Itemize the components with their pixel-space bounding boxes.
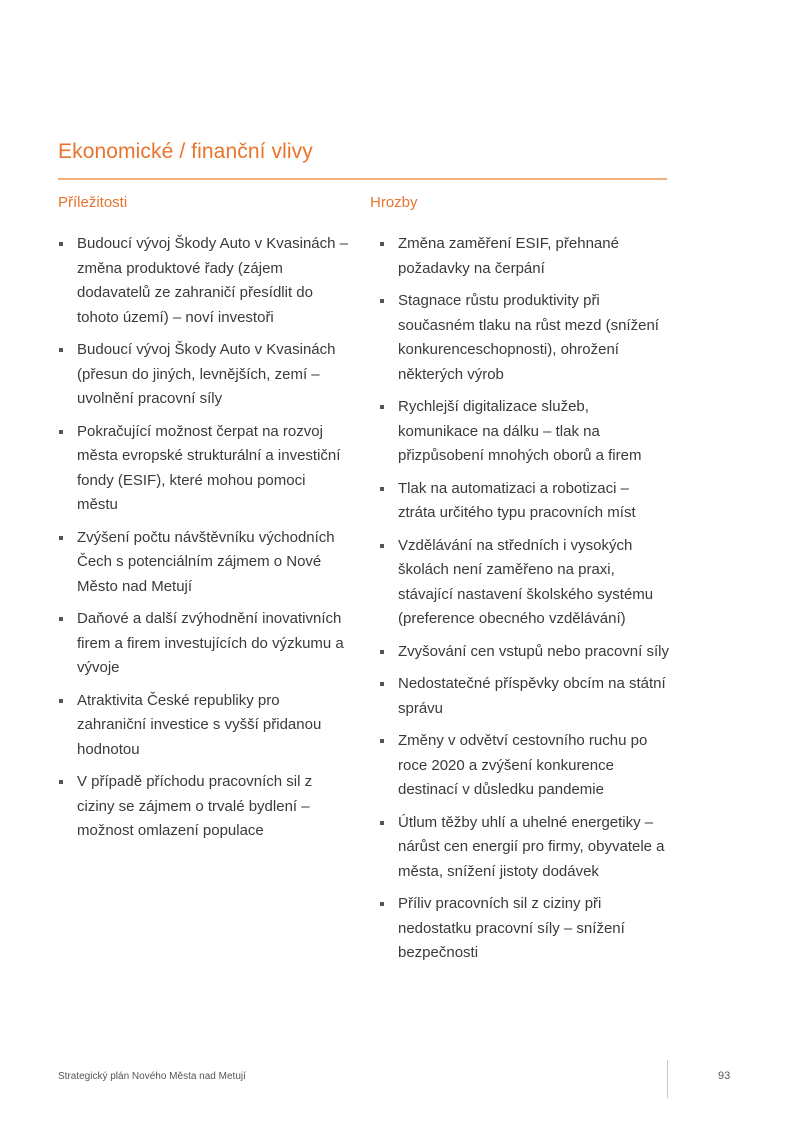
- list-item: Atraktivita České republiky pro zahraniční investice s vyšší přidanou hodnotou: [58, 689, 350, 763]
- threats-column: [370, 194, 670, 974]
- footer-document-title: Strategický plán Nového Města nad Metují: [58, 1071, 246, 1082]
- page-number: 93: [718, 1070, 731, 1082]
- list-item: Změny v odvětví cestovního ruchu po roce 2020 a zvýšení konkurence destinací v důsledku pandemie: [370, 729, 670, 803]
- list-item: Budoucí vývoj Škody Auto v Kvasinách – změna produktové řady (zájem dodavatelů ze zahraničí přesídlit do tohoto území) – noví investoři: [58, 232, 350, 330]
- list-item: Změna zaměření ESIF, přehnané požadavky na čerpání: [370, 232, 670, 281]
- list-item: Útlum těžby uhlí a uhelné energetiky – nárůst cen energií pro firmy, obyvatele a města, snížení jistoty dodávek: [370, 811, 670, 885]
- list-item: Zvyšování cen vstupů nebo pracovní síly: [370, 640, 670, 665]
- list-item: Příliv pracovních sil z ciziny při nedostatku pracovní síly – snížení bezpečnosti: [370, 892, 670, 966]
- list-item: V případě příchodu pracovních sil z ciziny se zájmem o trvalé bydlení – možnost omlazení populace: [58, 770, 350, 844]
- section-title: Ekonomické / finanční vlivy: [58, 140, 313, 163]
- list-item: Stagnace růstu produktivity při současném tlaku na růst mezd (snížení konkurenceschopnosti), ohrožení některých výrob: [370, 289, 670, 387]
- opportunities-list: [58, 232, 350, 844]
- list-item: Budoucí vývoj Škody Auto v Kvasinách (přesun do jiných, levnějších, zemí – uvolnění pracovní síly: [58, 338, 350, 412]
- footer-divider: [667, 1060, 668, 1098]
- threats-list: [370, 232, 670, 966]
- list-item: Zvýšení počtu návštěvníku východních Čech s potenciálním zájmem o Nové Město nad Metují: [58, 526, 350, 600]
- list-item: Tlak na automatizaci a robotizaci – ztráta určitého typu pracovních míst: [370, 477, 670, 526]
- list-item: Daňové a další zvýhodnění inovativních firem a firem investujících do výzkumu a vývoje: [58, 607, 350, 681]
- threats-heading: Hrozby: [370, 194, 418, 211]
- list-item: Nedostatečné příspěvky obcím na státní správu: [370, 672, 670, 721]
- list-item: Rychlejší digitalizace služeb, komunikace na dálku – tlak na přizpůsobení mnohých oborů a firem: [370, 395, 670, 469]
- opportunities-column: [58, 194, 350, 852]
- title-divider: [58, 178, 667, 180]
- opportunities-heading: Příležitosti: [58, 194, 128, 211]
- list-item: Pokračující možnost čerpat na rozvoj města evropské strukturální a investiční fondy (ESIF), které mohou pomoci městu: [58, 420, 350, 518]
- list-item: Vzdělávání na středních i vysokých školách není zaměřeno na praxi, stávající nastavení školského systému (preference obecného vzdělávání): [370, 534, 670, 632]
